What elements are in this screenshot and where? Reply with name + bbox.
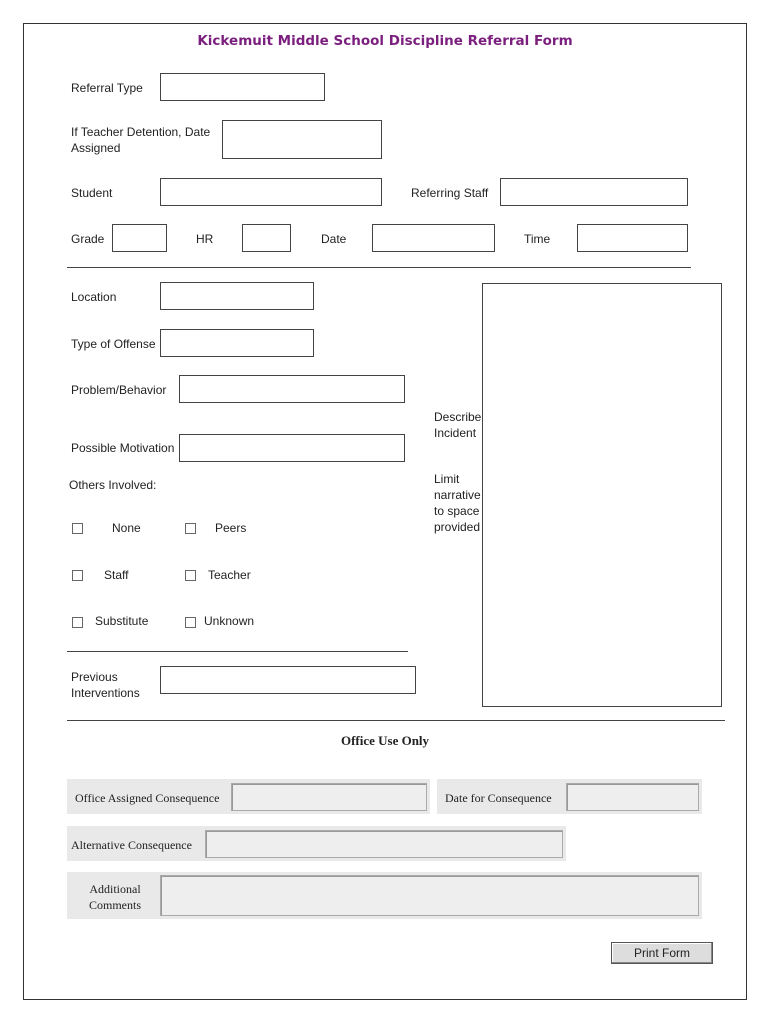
section-divider (67, 267, 691, 268)
office-divider (67, 720, 725, 721)
referral-type-field[interactable] (160, 73, 325, 101)
teacher-checkbox[interactable] (185, 570, 196, 581)
time-label: Time (524, 232, 551, 246)
possible-motivation-label: Possible Motivation (71, 441, 175, 455)
assigned-consequence-label: Office Assigned Consequence (75, 791, 220, 805)
limit-narrative-note: Limit narrative to space provided (434, 472, 481, 534)
peers-checkbox[interactable] (185, 523, 196, 534)
incident-description-field[interactable] (482, 283, 722, 707)
location-label: Location (71, 290, 117, 304)
date-label: Date (321, 232, 347, 246)
consequence-date-label: Date for Consequence (445, 791, 552, 805)
previous-interventions-label: Previous Interventions (71, 670, 140, 700)
additional-comments-field[interactable] (160, 875, 699, 916)
additional-comments-label: Additional Comments (89, 882, 142, 912)
substitute-checkbox[interactable] (72, 617, 83, 628)
peers-label: Peers (215, 521, 247, 535)
previous-interventions-field[interactable] (160, 666, 416, 694)
none-checkbox[interactable] (72, 523, 83, 534)
grade-field[interactable] (112, 224, 167, 252)
hr-label: HR (196, 232, 214, 246)
describe-incident-label: Describe Incident (434, 410, 482, 440)
teacher-detention-label: If Teacher Detention, Date Assigned (71, 125, 211, 155)
referring-staff-label: Referring Staff (411, 186, 489, 200)
possible-motivation-field[interactable] (179, 434, 405, 462)
student-field[interactable] (160, 178, 382, 206)
type-of-offense-label: Type of Offense (71, 337, 156, 351)
problem-behavior-field[interactable] (179, 375, 405, 403)
none-label: None (112, 521, 141, 535)
office-use-heading: Office Use Only (340, 733, 430, 748)
alternative-consequence-label: Alternative Consequence (71, 838, 192, 852)
referral-type-label: Referral Type (71, 81, 143, 95)
location-field[interactable] (160, 282, 314, 310)
alternative-consequence-field[interactable] (205, 830, 563, 858)
others-divider (67, 651, 408, 652)
type-of-offense-field[interactable] (160, 329, 314, 357)
date-field[interactable] (372, 224, 495, 252)
student-label: Student (71, 186, 113, 200)
referring-staff-field[interactable] (500, 178, 688, 206)
form-title: Kickemuit Middle School Discipline Referral Form (197, 33, 573, 49)
staff-checkbox[interactable] (72, 570, 83, 581)
unknown-label: Unknown (204, 614, 255, 628)
hr-field[interactable] (242, 224, 291, 252)
substitute-label: Substitute (95, 614, 149, 628)
unknown-checkbox[interactable] (185, 617, 196, 628)
print-form-button[interactable]: Print Form (611, 942, 713, 964)
staff-label: Staff (104, 568, 129, 582)
consequence-date-field[interactable] (566, 783, 699, 811)
teacher-detention-date-field[interactable] (222, 120, 382, 159)
others-involved-label: Others Involved: (69, 478, 157, 492)
teacher-label: Teacher (208, 568, 251, 582)
problem-behavior-label: Problem/Behavior (71, 383, 167, 397)
assigned-consequence-field[interactable] (231, 783, 427, 811)
time-field[interactable] (577, 224, 688, 252)
grade-label: Grade (71, 232, 105, 246)
